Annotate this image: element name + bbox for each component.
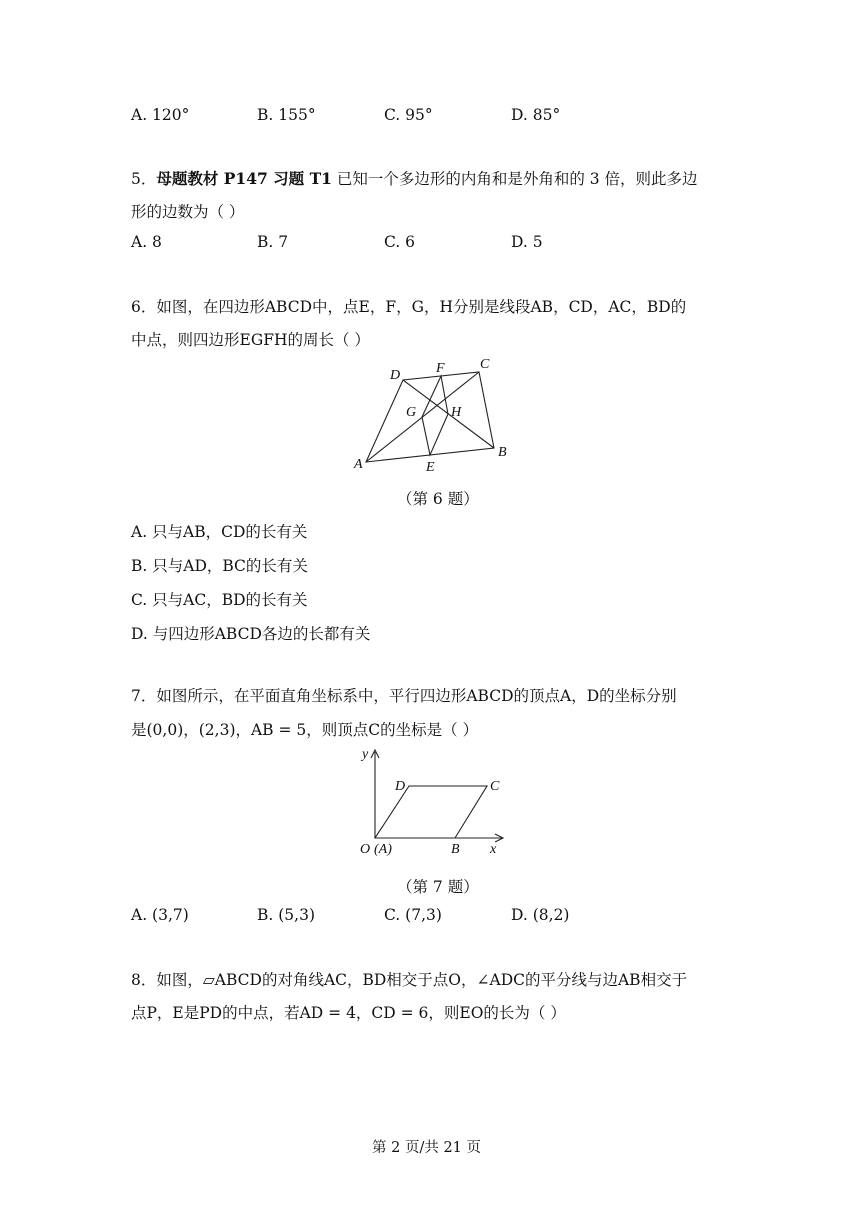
q7-line-1: 7．如图所示，在平面直角坐标系中，平行四边形ABCD的顶点A，D的坐标分别 (131, 687, 677, 705)
q6-figure-quadrilateral (340, 352, 520, 477)
q4-option-b: B. 155° (257, 106, 316, 124)
q7-label-c: C (490, 779, 500, 794)
q5-option-d: D. 5 (511, 233, 543, 251)
q6-label-h: H (451, 405, 462, 420)
q7-figure-parallelogram (352, 742, 512, 860)
q5-option-c: C. 6 (384, 233, 416, 251)
q6-option-a: A. 只与AB，CD的长有关 (131, 523, 308, 541)
q6-label-f: F (436, 361, 445, 376)
q6-option-c: C. 只与AC，BD的长有关 (131, 591, 308, 609)
q7-caption: （第 7 题） (397, 878, 479, 896)
q4-option-c: C. 95° (384, 106, 433, 124)
q7-option-c: C. (7,3) (384, 906, 442, 924)
q6-option-b: B. 只与AD，BC的长有关 (131, 557, 308, 575)
q6-line-1: 6．如图，在四边形ABCD中，点E，F，G，H分别是线段AB，CD，AC，BD的 (131, 298, 687, 316)
q7-line-2: 是(0,0)，(2,3)，AB = 5，则顶点C的坐标是（ ） (131, 721, 479, 739)
q6-caption: （第 6 题） (397, 490, 479, 508)
q7-parallelogram-abcd (375, 786, 487, 838)
q6-quadrilateral-egfh (422, 376, 448, 455)
q6-label-c: C (480, 357, 490, 372)
q5-number: 5． (131, 170, 157, 188)
q7-option-d: D. (8,2) (511, 906, 570, 924)
q7-label-d: D (395, 779, 406, 794)
q5-option-a: A. 8 (131, 233, 162, 251)
q5-line-2: 形的边数为（ ） (131, 203, 245, 221)
q6-option-d: D. 与四边形ABCD各边的长都有关 (131, 625, 371, 643)
q7-label-a: (A) (374, 842, 392, 857)
q7-label-b: B (451, 842, 460, 857)
page-footer: 第 2 页/共 21 页 (372, 1140, 481, 1156)
q7-option-b: B. (5,3) (257, 906, 315, 924)
q6-line-2: 中点，则四边形EGFH的周长（ ） (131, 331, 370, 349)
q5-text-1: 已知一个多边形的内角和是外角和的 3 倍，则此多边 (336, 170, 698, 188)
q4-option-a: A. 120° (131, 106, 190, 124)
q4-option-d: D. 85° (511, 106, 561, 124)
q6-label-b: B (498, 445, 507, 460)
q8-line-2: 点P，E是PD的中点，若AD = 4，CD = 6，则EO的长为（ ） (131, 1004, 566, 1022)
q6-label-a: A (354, 457, 363, 472)
q5-line-1 (131, 167, 698, 189)
q6-label-d: D (390, 368, 401, 383)
q7-label-x: x (490, 842, 497, 857)
q6-quadrilateral-abcd (366, 372, 494, 462)
q7-label-o: O (360, 842, 371, 857)
q5-source-tag: 母题教材 P147 习题 T1 (156, 169, 332, 188)
q5-option-b: B. 7 (257, 233, 289, 251)
q7-option-a: A. (3,7) (131, 906, 189, 924)
q6-label-g: G (406, 405, 417, 420)
q6-label-e: E (426, 460, 435, 475)
q7-label-y: y (362, 747, 369, 762)
q8-line-1: 8．如图，▱ABCD的对角线AC，BD相交于点O，∠ADC的平分线与边AB相交于 (131, 971, 688, 989)
